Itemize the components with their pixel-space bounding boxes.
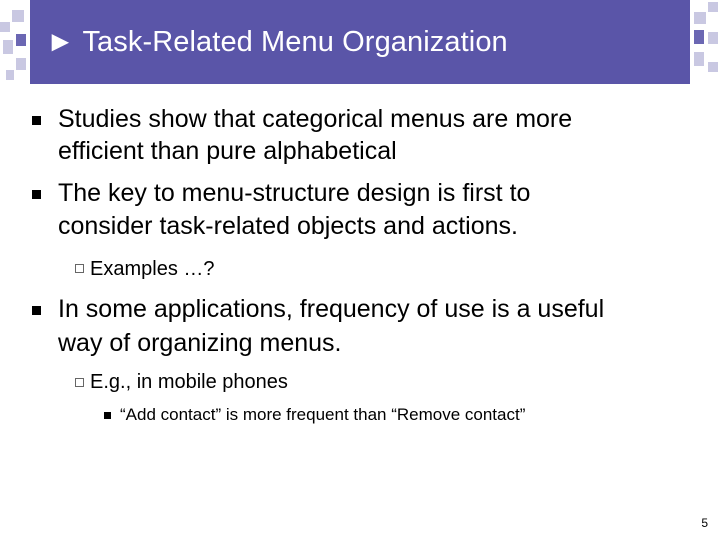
sub-bullet-box-icon — [75, 264, 84, 273]
bullet-square-icon — [32, 116, 41, 125]
bullet-square-icon — [32, 190, 41, 199]
bullet-1-line-1: Studies show that categorical menus are more — [58, 105, 573, 133]
sub-bullet-eg: E.g., in mobile phones — [90, 371, 288, 393]
title-label: Task-Related Menu Organization — [82, 26, 508, 58]
bullet-3-line-1: In some applications, frequency of use is a useful — [58, 295, 605, 323]
sub-bullet-examples: Examples …? — [90, 258, 215, 280]
sub-sub-bullet-text: “Add contact” is more frequent than “Remove contact” — [120, 405, 526, 424]
bullet-2-line-2: consider task-related objects and actions. — [58, 212, 518, 240]
title-marker-icon: ► — [46, 26, 75, 58]
sub-bullet-box-icon — [75, 378, 84, 387]
slide-title — [46, 26, 508, 59]
bullet-3-line-2: way of organizing menus. — [58, 329, 342, 357]
page-number: 5 — [701, 516, 708, 530]
bullet-2-line-1: The key to menu-structure design is first to — [58, 179, 531, 207]
sub-sub-bullet-square-icon — [104, 412, 111, 419]
bullet-1-line-2: efficient than pure alphabetical — [58, 137, 397, 165]
bullet-square-icon — [32, 306, 41, 315]
